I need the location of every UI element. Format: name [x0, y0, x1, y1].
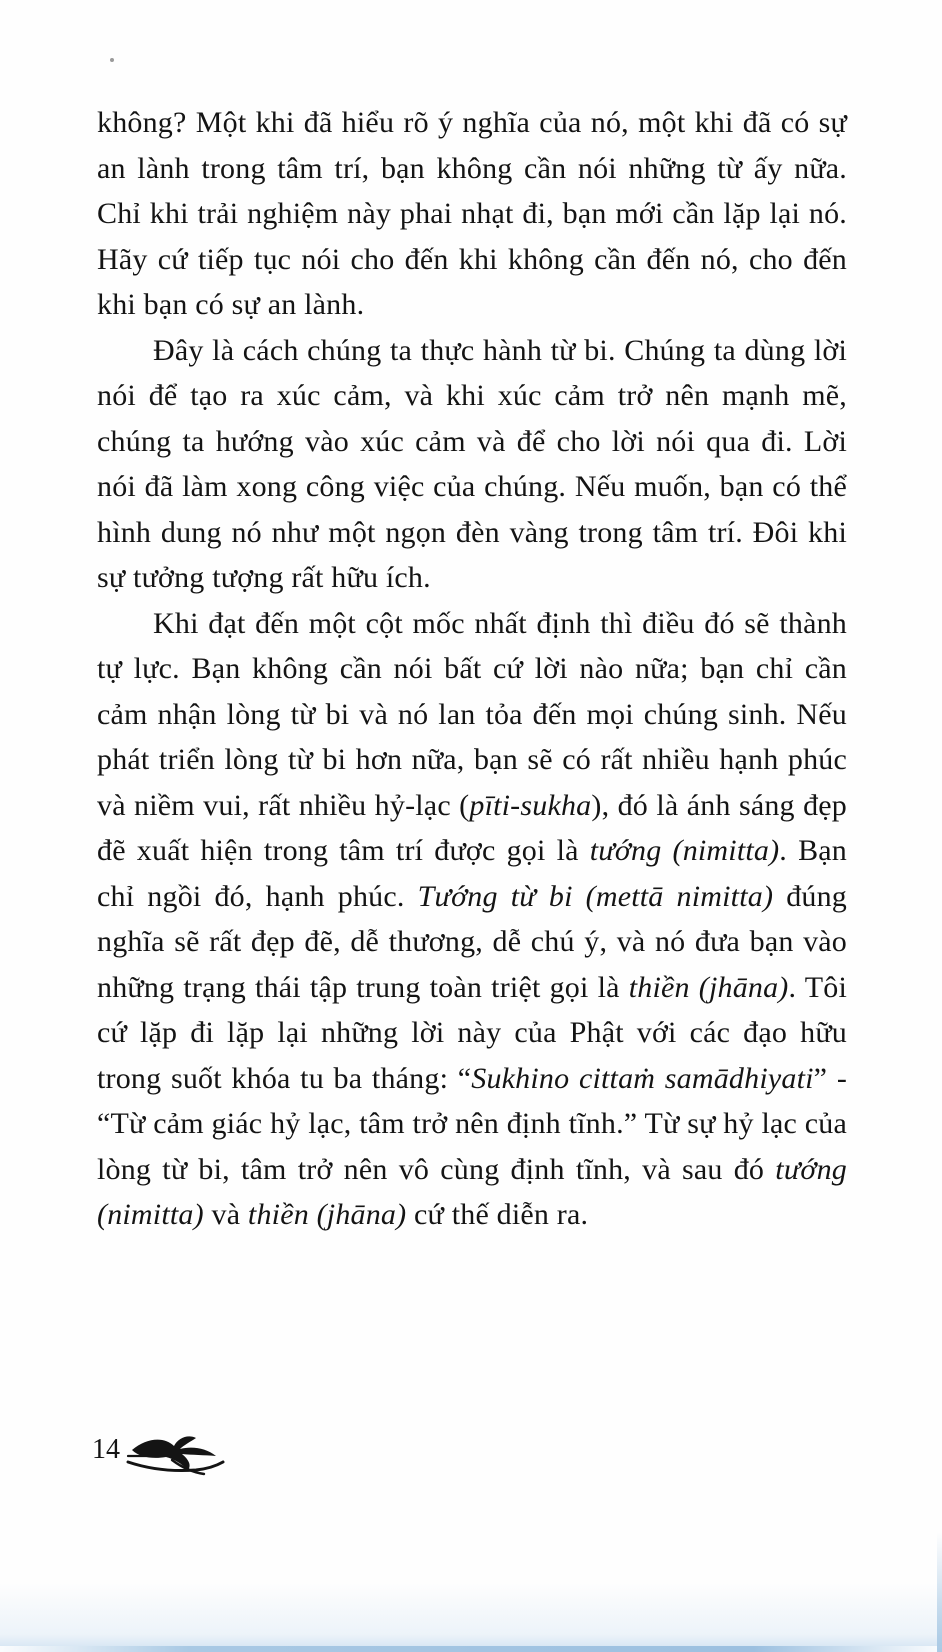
text-segment: và	[203, 1198, 248, 1231]
italic-text-segment: thiền (jhāna)	[247, 1198, 407, 1231]
italic-text-segment: Sukhino cittaṁ samādhiyati	[471, 1061, 814, 1095]
text-segment: Khi đạt đến một cột mốc nhất định thì điều đó sẽ thành tự lực. Bạn không cần nói bất cứ lời nào nữa; bạn chỉ cần cảm nhận lòng từ bi và nó lan tỏa đến mọi chúng sinh. Nếu phát triển lòng từ bi hơn nữa, bạn sẽ có rất nhiều hạnh phúc và niềm vui, rất nhiều hỷ-lạc (	[97, 606, 847, 822]
text-segment: đúng nghĩa sẽ rất đẹp đẽ, dễ thương, dễ chú ý, và nó đưa bạn vào những trạng thái tập trung toàn triệt gọi là	[97, 879, 847, 1004]
paragraph	[97, 328, 847, 601]
body-text	[97, 100, 847, 1238]
text-segment: không? Một khi đã hiểu rõ ý nghĩa của nó, một khi đã có sự an lành trong tâm trí, bạn không cần nói những từ ấy nữa. Chỉ khi trải nghiệm này phai nhạt đi, bạn mới cần lặp lại nó. Hãy cứ tiếp tục nói cho đến khi không cần đến nó, cho đến khi bạn có sự an lành.	[97, 106, 847, 321]
scan-edge-bottom	[0, 1646, 942, 1652]
text-segment: Đây là cách chúng ta thực hành từ bi. Chúng ta dùng lời nói để tạo ra xúc cảm, và khi xúc cảm trở nên mạnh mẽ, chúng ta hướng vào xúc cảm và để cho lời nói qua đi. Lời nói đã làm xong công việc của chúng. Nếu muốn, bạn có thể hình dung nó như một ngọn đèn vàng trong tâm trí. Đôi khi sự tưởng tượng rất hữu ích.	[97, 333, 847, 594]
italic-text-segment: Tướng từ bi (mettā nimitta)	[417, 879, 774, 913]
scan-edge-right	[937, 1532, 942, 1652]
paragraph	[97, 601, 847, 1238]
italic-text-segment: thiền (jhāna)	[628, 970, 789, 1004]
scan-edge-wash	[0, 1582, 942, 1652]
page-number: 14	[92, 1434, 120, 1465]
bird-ornament-icon	[126, 1432, 226, 1483]
text-segment: ” - “Từ cảm giác hỷ lạc, tâm trở nên định tĩnh.” Từ sự hỷ lạc của lòng từ bi, tâm trở nên vô cùng định tĩnh, và sau đó	[97, 1061, 848, 1186]
scan-speck	[110, 58, 114, 62]
text-segment: . Tôi cứ lặp đi lặp lại những lời này của Phật với các đạo hữu trong suốt khóa tu ba tháng: “	[97, 970, 847, 1095]
paragraph	[97, 100, 847, 328]
italic-text-segment: tướng (nimitta)	[97, 1152, 847, 1231]
page-footer	[92, 1430, 226, 1483]
text-segment: . Bạn chỉ ngồi đó, hạnh phúc.	[97, 834, 847, 913]
text-segment: cứ thế diễn ra.	[406, 1198, 589, 1231]
italic-text-segment: pīti-sukha	[469, 788, 592, 822]
text-segment: ), đó là ánh sáng đẹp đẽ xuất hiện trong tâm trí được gọi là	[97, 788, 847, 867]
italic-text-segment: tướng (nimitta)	[589, 834, 780, 867]
